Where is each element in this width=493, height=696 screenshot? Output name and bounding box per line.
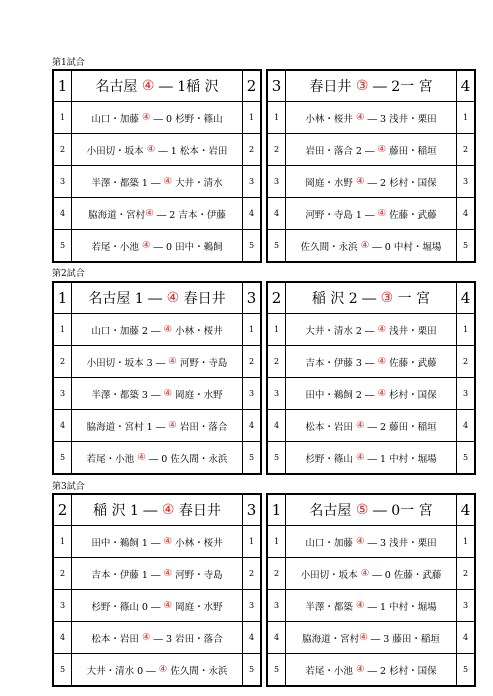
game-row: 1 小林・桜井 ④ ― 3 浅井・栗田 1 — [268, 102, 474, 134]
game-row: 3 半澤・都築 ④ ― 1 中村・堀場 3 — [268, 590, 474, 622]
game-result: 半澤・都築 3 ― ④ 岡庭・水野 — [91, 388, 223, 401]
game-result: 吉本・伊藤 1 ― ④ 河野・寺島 — [91, 568, 223, 581]
match-title: 名古屋 ④ ― 1稲 沢 — [95, 78, 219, 95]
game-result: 若尾・小池 ④ ― 0 佐久間・永浜 — [86, 452, 228, 465]
left-team-number: 2 — [54, 495, 72, 525]
game-row: 4 脇海道・宮村 ④ ― 3 藤田・稲垣 4 — [268, 622, 474, 654]
game-row: 3 半澤・都築 3 ― ④ 岡庭・水野 3 — [54, 378, 260, 410]
game-result: 杉野・篠山 0 ― ④ 岡庭・水野 — [91, 600, 223, 613]
game-result: 松本・岩田 ④ ― 3 岩田・落合 — [91, 632, 223, 645]
game-result: 脇海道・宮村 1 ― ④ 岩田・落合 — [86, 420, 228, 433]
game-row: 2 吉本・伊藤 1 ― ④ 河野・寺島 2 — [54, 558, 260, 590]
game-result: 若尾・小池 ④ ― 0 田中・鵜飼 — [91, 240, 223, 253]
game-row: 3 田中・鵜飼 2 ― ④ 杉村・国保 3 — [268, 378, 474, 410]
round-label: 第2試合 — [52, 269, 85, 279]
match-header — [54, 495, 260, 526]
round-label: 第1試合 — [52, 58, 85, 68]
game-row: 4 松本・岩田 ④ ― 2 藤田・稲垣 4 — [268, 410, 474, 442]
match-title: 名古屋 ⑤ ― 0一 宮 — [309, 502, 433, 519]
match-title: 名古屋 1 ― ④ 春日井 — [88, 290, 226, 307]
right-team-number: 4 — [456, 283, 474, 313]
match-header — [268, 495, 474, 526]
game-row: 2 吉本・伊藤 3 ― ④ 佐藤・武藤 2 — [268, 346, 474, 378]
game-result: 大井・清水 0 ― ④ 佐久間・永浜 — [86, 664, 228, 677]
game-result: 河野・寺島 1 ― ④ 佐藤・武藤 — [305, 208, 437, 221]
game-row: 4 松本・岩田 ④ ― 3 岩田・落合 4 — [54, 622, 260, 654]
right-team-number: 4 — [456, 71, 474, 101]
match-table — [52, 493, 262, 687]
left-team-number: 1 — [54, 71, 72, 101]
game-row: 2 小田切・坂本 ④ ― 1 松本・岩田 2 — [54, 134, 260, 166]
match-title: 稲 沢 2 ― ③ 一 宮 — [311, 290, 431, 307]
game-result: 山口・加藤 ④ ― 3 浅井・栗田 — [305, 536, 437, 549]
game-result: 大井・清水 2 ― ④ 浅井・栗田 — [305, 324, 437, 337]
right-team-number: 3 — [242, 495, 260, 525]
game-result: 小田切・坂本 ④ ― 1 松本・岩田 — [86, 144, 228, 157]
left-team-number: 1 — [54, 283, 72, 313]
game-row: 1 山口・加藤 2 ― ④ 小林・桜井 1 — [54, 314, 260, 346]
game-row: 4 脇海道・宮村 ④ ― 2 吉本・伊藤 4 — [54, 198, 260, 230]
left-team-number: 2 — [268, 283, 286, 313]
game-result: 小林・桜井 ④ ― 3 浅井・栗田 — [305, 112, 437, 125]
game-row: 5 若尾・小池 ④ ― 0 佐久間・永浜 5 — [54, 442, 260, 473]
game-result: 山口・加藤 ④ ― 0 杉野・篠山 — [91, 112, 223, 125]
left-team-number: 3 — [268, 71, 286, 101]
game-result: 小田切・坂本 ④ ― 0 佐藤・武藤 — [300, 568, 442, 581]
game-row: 1 大井・清水 2 ― ④ 浅井・栗田 1 — [268, 314, 474, 346]
match-header — [54, 283, 260, 314]
match-table — [52, 281, 262, 475]
game-row: 3 半澤・都築 1 ― ④ 大井・清水 3 — [54, 166, 260, 198]
match-header — [268, 71, 474, 102]
match-title: 稲 沢 1 ― ④ 春日井 — [93, 502, 221, 519]
game-row: 3 杉野・篠山 0 ― ④ 岡庭・水野 3 — [54, 590, 260, 622]
game-result: 杉野・篠山 ④ ― 1 中村・堀場 — [305, 452, 437, 465]
right-team-number: 2 — [242, 71, 260, 101]
game-result: 山口・加藤 2 ― ④ 小林・桜井 — [91, 324, 223, 337]
game-result: 若尾・小池 ④ ― 2 杉村・国保 — [305, 664, 437, 677]
match-table — [266, 69, 476, 263]
game-row: 5 大井・清水 0 ― ④ 佐久間・永浜 5 — [54, 654, 260, 685]
game-row: 4 河野・寺島 1 ― ④ 佐藤・武藤 4 — [268, 198, 474, 230]
match-header — [268, 283, 474, 314]
game-result: 松本・岩田 ④ ― 2 藤田・稲垣 — [305, 420, 437, 433]
right-team-number: 3 — [242, 283, 260, 313]
game-row: 2 小田切・坂本 ④ ― 0 佐藤・武藤 2 — [268, 558, 474, 590]
game-row: 2 岩田・落合 2 ― ④ 藤田・稲垣 2 — [268, 134, 474, 166]
match-table — [266, 281, 476, 475]
game-result: 岩田・落合 2 ― ④ 藤田・稲垣 — [305, 144, 437, 157]
game-row: 5 若尾・小池 ④ ― 0 田中・鵜飼 5 — [54, 230, 260, 261]
match-title: 春日井 ③ ― 2一 宮 — [309, 78, 433, 95]
game-result: 半澤・都築 1 ― ④ 大井・清水 — [91, 176, 223, 189]
game-result: 吉本・伊藤 3 ― ④ 佐藤・武藤 — [305, 356, 437, 369]
game-row: 1 山口・加藤 ④ ― 0 杉野・篠山 1 — [54, 102, 260, 134]
game-result: 岡庭・水野 ④ ― 2 杉村・国保 — [305, 176, 437, 189]
game-result: 田中・鵜飼 1 ― ④ 小林・桜井 — [91, 536, 223, 549]
game-row: 5 若尾・小池 ④ ― 2 杉村・国保 5 — [268, 654, 474, 685]
game-result: 半澤・都築 ④ ― 1 中村・堀場 — [305, 600, 437, 613]
match-header — [54, 71, 260, 102]
game-row: 2 小田切・坂本 3 ― ④ 河野・寺島 2 — [54, 346, 260, 378]
match-table — [52, 69, 262, 263]
game-row: 5 杉野・篠山 ④ ― 1 中村・堀場 5 — [268, 442, 474, 473]
right-team-number: 4 — [456, 495, 474, 525]
game-row: 3 岡庭・水野 ④ ― 2 杉村・国保 3 — [268, 166, 474, 198]
round-label: 第3試合 — [52, 482, 85, 492]
left-team-number: 1 — [268, 495, 286, 525]
game-result: 佐久間・永浜 ④ ― 0 中村・堀場 — [300, 240, 442, 253]
game-row: 4 脇海道・宮村 1 ― ④ 岩田・落合 4 — [54, 410, 260, 442]
game-row: 1 山口・加藤 ④ ― 3 浅井・栗田 1 — [268, 526, 474, 558]
game-result: 田中・鵜飼 2 ― ④ 杉村・国保 — [305, 388, 437, 401]
game-result: 脇海道・宮村 ④ ― 3 藤田・稲垣 — [302, 632, 440, 645]
game-row: 5 佐久間・永浜 ④ ― 0 中村・堀場 5 — [268, 230, 474, 261]
game-result: 小田切・坂本 3 ― ④ 河野・寺島 — [86, 356, 228, 369]
game-result: 脇海道・宮村 ④ ― 2 吉本・伊藤 — [88, 208, 226, 221]
match-table — [266, 493, 476, 687]
game-row: 1 田中・鵜飼 1 ― ④ 小林・桜井 1 — [54, 526, 260, 558]
